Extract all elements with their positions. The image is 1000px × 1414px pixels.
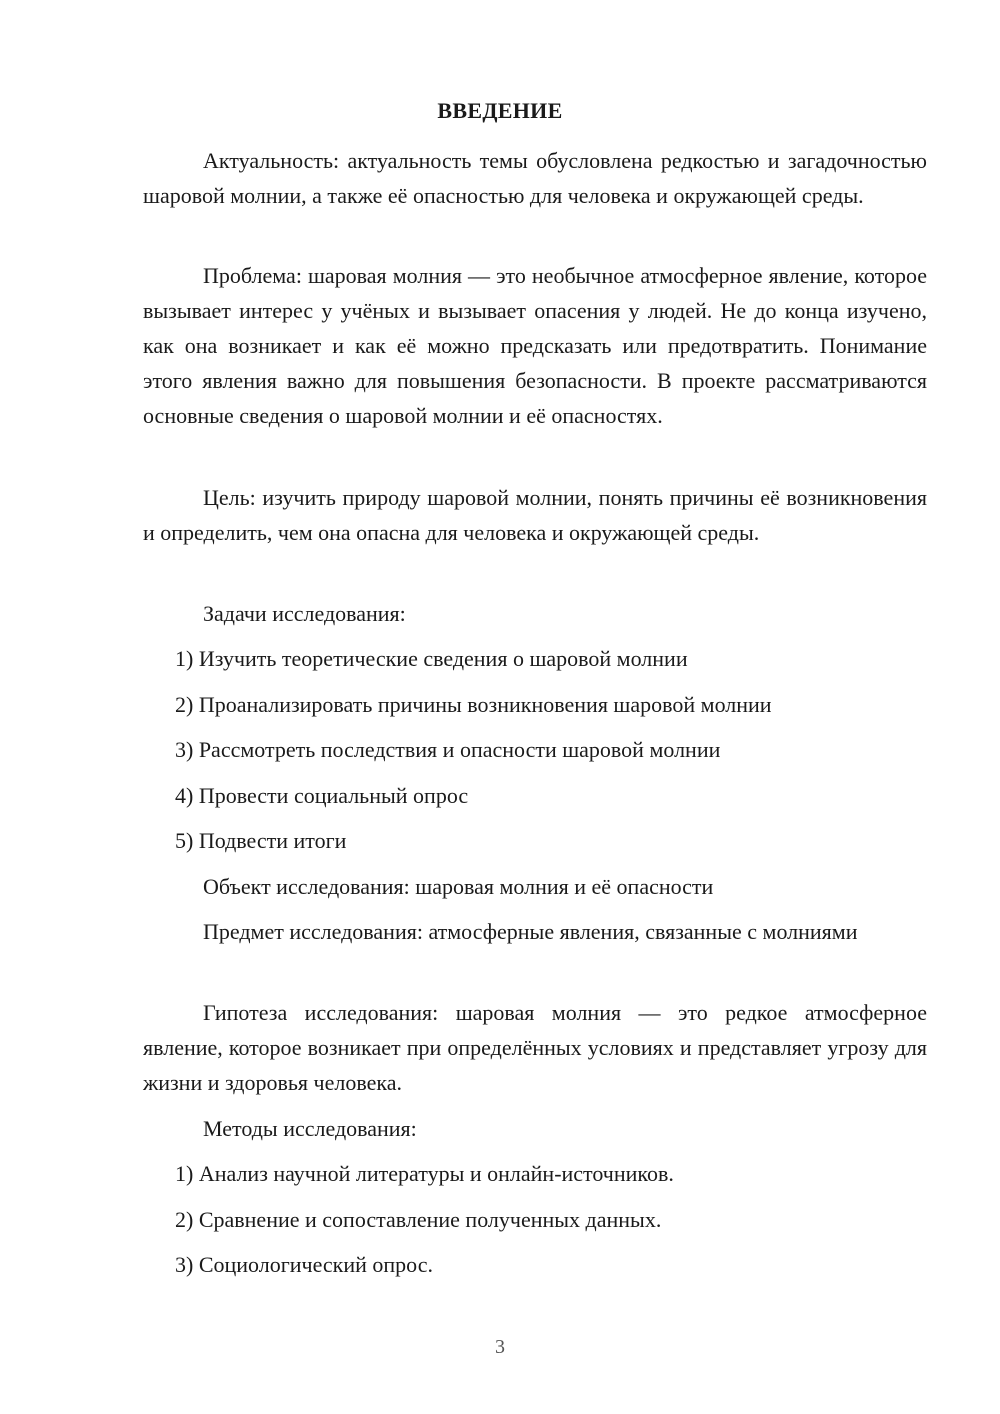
subject-paragraph: Предмет исследования: атмосферные явления, связанные с молниями (203, 919, 858, 944)
tasks-heading: Задачи исследования: (203, 601, 406, 626)
task-item: 4) Провести социальный опрос (175, 783, 469, 808)
task-item: 5) Подвести итоги (175, 828, 347, 853)
task-item: 2) Проанализировать причины возникновения шаровой молнии (175, 692, 772, 717)
relevance-paragraph: Актуальность: актуальность темы обусловлена редкостью и загадочностью шаровой молнии, а также её опасностью для человека и окружающей среды. (143, 148, 927, 208)
problem-paragraph: Проблема: шаровая молния — это необычное атмосферное явление, которое вызывает интерес у учёных и вызывает опасения у людей. Не до конца изучено, как она возникает и как её можно предсказать или предотвратить. Понимание этого явления важно для повышения безопасности. В проекте рассматриваются основные сведения о шаровой молнии и её опасностях. (143, 263, 927, 428)
task-item: 3) Рассмотреть последствия и опасности шаровой молнии (175, 737, 721, 762)
page-number: 3 (495, 1336, 505, 1358)
hypothesis-paragraph: Гипотеза исследования: шаровая молния — это редкое атмосферное явление, которое возникает при определённых условиях и представляет угрозу для жизни и здоровья человека. (143, 1000, 927, 1095)
object-line: Объект исследования: шаровая молния и её опасности (203, 874, 714, 899)
methods-heading: Методы исследования: (203, 1116, 417, 1141)
method-item: 3) Социологический опрос. (175, 1252, 433, 1277)
method-item: 2) Сравнение и сопоставление полученных данных. (175, 1207, 662, 1232)
method-item: 1) Анализ научной литературы и онлайн-источников. (175, 1161, 674, 1186)
goal-paragraph: Цель: изучить природу шаровой молнии, понять причины её возникновения и определить, чем она опасна для человека и окружающей среды. (143, 485, 927, 545)
task-item: 1) Изучить теоретические сведения о шаровой молнии (175, 646, 688, 671)
section-heading: ВВЕДЕНИЕ (437, 98, 563, 123)
